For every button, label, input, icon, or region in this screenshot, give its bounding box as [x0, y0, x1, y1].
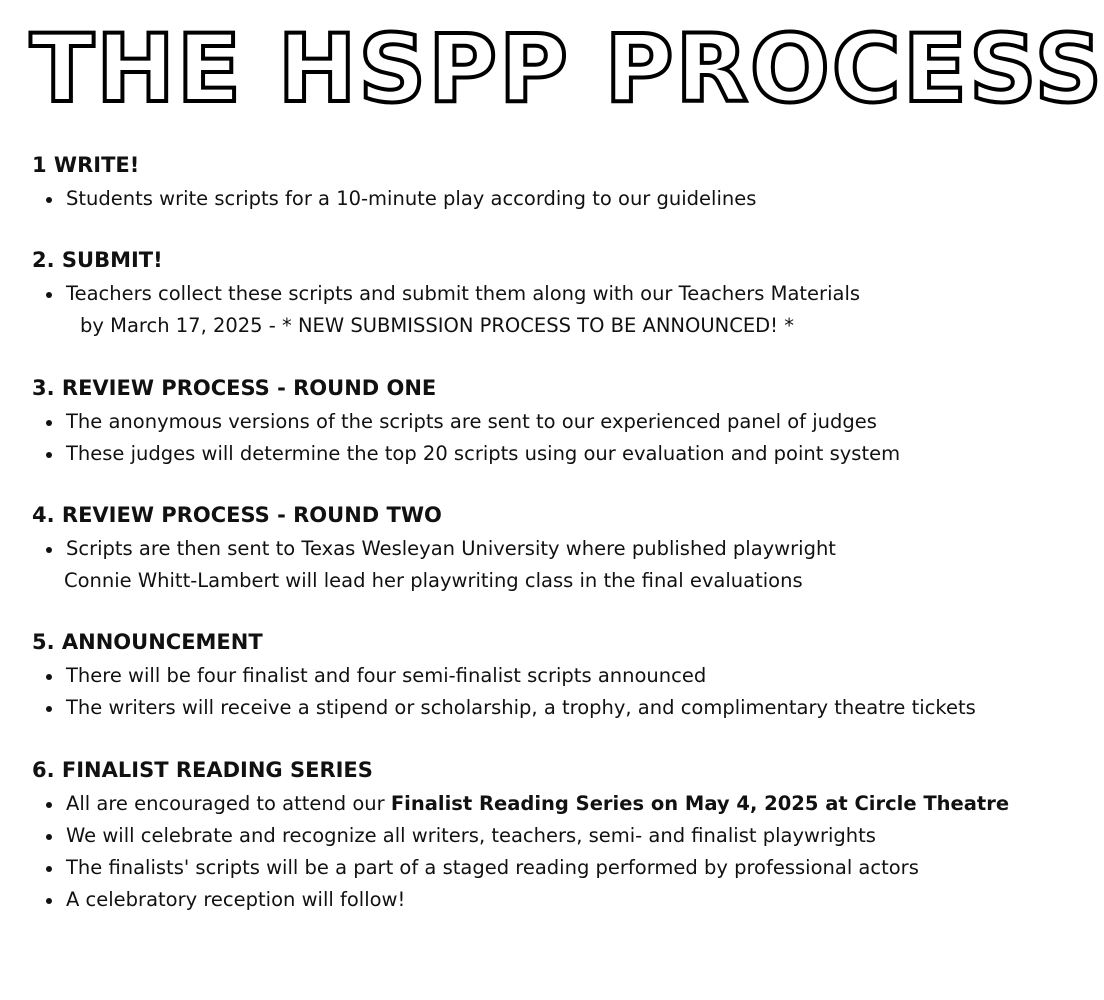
list-item: Teachers collect these scripts and submit them along with our Teachers Materials [32, 278, 952, 310]
section-finalist-reading-series [32, 755, 1010, 916]
bullet-list [32, 278, 952, 310]
bullet-list [32, 660, 976, 724]
section-announcement [32, 627, 976, 724]
bullet-list [32, 183, 952, 215]
event-highlight: Finalist Reading Series on May 4, 2025 at Circle Theatre [390, 792, 1010, 815]
list-item: Scripts are then sent to Texas Wesleyan University where published playwright [32, 533, 952, 565]
section-heading: 6. FINALIST READING SERIES [32, 758, 373, 782]
list-item: The writers will receive a stipend or scholarship, a trophy, and complimentary theatre tickets [32, 692, 952, 724]
section-review-round-one [32, 373, 952, 470]
section-write [32, 150, 952, 215]
bullet-list [32, 406, 952, 470]
section-heading: 2. SUBMIT! [32, 248, 163, 272]
section-heading: 1 WRITE! [32, 153, 140, 177]
list-item [32, 788, 1010, 820]
section-review-round-two [32, 500, 952, 597]
bullet-list [32, 533, 952, 565]
list-item: These judges will determine the top 20 scripts using our evaluation and point system [32, 438, 952, 470]
list-item: The finalists' scripts will be a part of a staged reading performed by professional actors [32, 852, 952, 884]
section-heading: 4. REVIEW PROCESS - ROUND TWO [32, 503, 442, 527]
section-heading: 3. REVIEW PROCESS - ROUND ONE [32, 376, 437, 400]
list-item-continuation: Connie Whitt-Lambert will lead her playwriting class in the final evaluations [64, 569, 803, 592]
page-title: THE HSPP PROCESS [30, 15, 1104, 124]
list-item: Students write scripts for a 10-minute play according to our guidelines [32, 183, 952, 215]
list-item-continuation: by March 17, 2025 - * NEW SUBMISSION PROCESS TO BE ANNOUNCED! * [80, 314, 794, 337]
list-item: A celebratory reception will follow! [32, 884, 952, 916]
list-item: We will celebrate and recognize all writers, teachers, semi- and finalist playwrights [32, 820, 952, 852]
list-item-text: All are encouraged to attend our [66, 792, 391, 815]
bullet-list [32, 788, 1010, 916]
list-item: There will be four finalist and four semi-finalist scripts announced [32, 660, 952, 692]
section-submit [32, 245, 952, 342]
list-item: The anonymous versions of the scripts are sent to our experienced panel of judges [32, 406, 952, 438]
section-heading: 5. ANNOUNCEMENT [32, 630, 263, 654]
